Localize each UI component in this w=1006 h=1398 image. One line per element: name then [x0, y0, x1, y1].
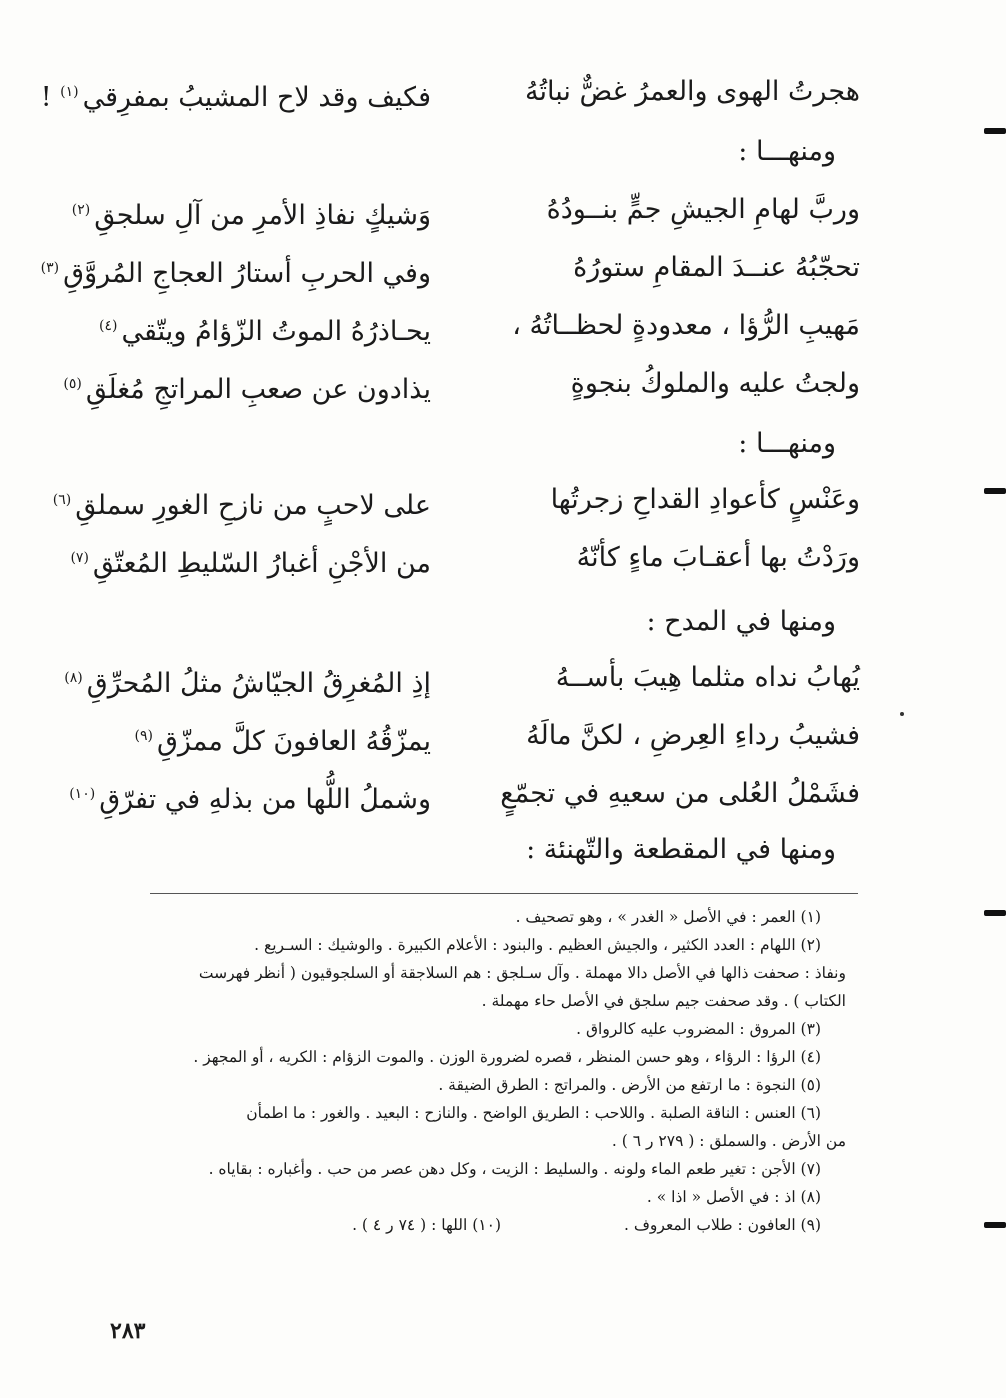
footnote: (١) العمر : في الأصل « الغدر » ، وهو تصحيف . [515, 908, 821, 926]
scan-mark [984, 488, 1006, 494]
footnote: ونفاذ : صحفت ذالها في الأصل دالا مهملة . وآل سـلجق : هم السلاجقة أو السلجوقيون ( أنظر فهرست [198, 964, 846, 982]
hemistich-left-text: فكيف وقد لاح المشيبُ بمفرِقي [82, 82, 431, 113]
hemistich-left-text: يحـاذرُهُ الموتُ الزّؤامُ ويتّقي [121, 316, 431, 347]
hemistich-right: مَهيبِ الرُّؤا ، معدودةٍ لحظــاتُهُ ، [512, 310, 860, 341]
hemistich-left-text: من الأجْنِ أغبارُ السّليطِ المُعتّقِ [92, 548, 431, 579]
footnote-ref: (٦) [52, 492, 72, 508]
footnote-ref: (٣) [40, 260, 60, 276]
hemistich-right: هجرتُ الهوى والعمرُ غضٌّ نباتُهُ [525, 76, 860, 107]
footnote-ref: (٤) [99, 318, 118, 334]
hemistich-left [70, 538, 431, 584]
hemistich-left [99, 306, 431, 352]
hemistich-right: يُهابُ نداه مثلما هِيبَ بأســهُ [555, 662, 860, 693]
page-number: ٢٨٣ [110, 1318, 146, 1344]
footnote: (٧) الأجن : تغير طعم الماء ولونه . والسليط : الزيت ، وكل دهن عصر من حب . وأغباره : بقاياه . [208, 1160, 821, 1178]
hemistich-right: وربَّ لهامِ الجيشِ جمٍّ بنــودُهُ [546, 194, 860, 225]
footnote: (٣) المروق : المضروب عليه كالرواق . [576, 1020, 821, 1038]
hemistich-left [41, 72, 431, 118]
footnote-ref: (٨) [64, 670, 83, 686]
footnote-separator [150, 893, 858, 894]
hemistich-right: ورَدْتُ بها أعقـابَ ماءٍ كأنّهُ [576, 542, 860, 573]
footnote: (٢) اللهام : العدد الكثير ، والجيش العظيم . والبنود : الأعلام الكبيرة . والوشيك : السـريع . [254, 936, 821, 954]
hemistich-left-text: وَشيكٍ نفاذِ الأمرِ من آلِ سلجقِ [94, 200, 431, 231]
hemistich-left [72, 190, 431, 236]
hemistich-left-text: يذادون عن صعبِ المراتجِ مُغلَقِ [85, 374, 431, 405]
hemistich-right: وعَنْسٍ كأعوادِ القداحِ زجرتُها [550, 484, 860, 515]
footnote: (٩) العافون : طلاب المعروف . [624, 1216, 821, 1234]
scan-mark [984, 910, 1006, 916]
hemistich-left-text: يمزّقُهُ العافونَ كلَّ ممزّقِ [156, 726, 431, 757]
hemistich-left-text: وفي الحربِ أستارُ العجاجِ المُروَّقِ [63, 258, 431, 289]
exclamation-mark: ! [40, 82, 52, 113]
section-heading: ومنها في المدح : [646, 606, 836, 637]
hemistich-left [53, 480, 431, 526]
hemistich-left [63, 364, 431, 410]
section-heading: ومنها في المقطعة والتّهنئة : [526, 834, 836, 865]
scan-mark [984, 128, 1006, 134]
scan-mark [984, 1222, 1006, 1228]
hemistich-left-text: على لاحبٍ من نازحِ الغورِ سملقِ [75, 490, 431, 521]
footnote: من الأرض . والسملق : ( ٢٧٩ ر ٦ ) . [611, 1132, 846, 1150]
footnote-ref: (١٠) [69, 786, 96, 802]
hemistich-right: تحجّبُهُ عنــدَ المقامِ ستورُهُ [573, 252, 860, 283]
footnote-ref: (٩) [134, 728, 153, 744]
hemistich-left [69, 774, 431, 820]
hemistich-right: فشَمْلُ العُلى من سعيهِ في تجمّعٍ [500, 778, 860, 809]
footnote: الكتاب ) . وقد صحفت جيم سلجق في الأصل حاء مهملة . [481, 992, 846, 1010]
footnote: (١٠) اللها : ( ٧٤ ر ٤ ) . [352, 1216, 501, 1234]
footnote: (٦) العنس : الناقة الصلبة . واللاحب : الطريق الواضح . والنازح : البعيد . والغور : ما اطمأن [246, 1104, 821, 1122]
section-heading: ومنهـــا : [738, 428, 836, 459]
footnote: (٤) الرؤا : الرؤاء ، وهو حسن المنظر ، قصره لضرورة الوزن . والموت الزؤام : الكريه ، أو المجهز . [193, 1048, 821, 1066]
hemistich-right: ولجتُ عليه والملوكُ بنجوةٍ [570, 368, 860, 399]
hemistich-left [134, 716, 431, 762]
footnote-ref: (٧) [70, 550, 89, 566]
hemistich-left-text: إذِ المُغرِقُ الجيّاشُ مثلُ المُحرِّقِ [86, 668, 431, 699]
footnote-ref: (٢) [71, 202, 91, 218]
scan-dot [900, 712, 904, 716]
footnote-ref: (١) [60, 84, 79, 100]
hemistich-left [64, 658, 431, 704]
footnote-ref: (٥) [63, 376, 82, 392]
section-heading: ومنهـــا : [738, 136, 836, 167]
footnote: (٥) النجوة : ما ارتفع من الأرض . والمراتج : الطرق الضيقة . [438, 1076, 821, 1094]
footnote: (٨) اذ : في الأصل « اذا » . [646, 1188, 821, 1206]
hemistich-right: فشيبُ رداءِ العِرضِ ، لكنَّ مالَهُ [526, 720, 860, 751]
hemistich-left [41, 248, 431, 294]
hemistich-left-text: وشملُ اللُّها من بذلهِ في تفرّقِ [99, 784, 431, 815]
